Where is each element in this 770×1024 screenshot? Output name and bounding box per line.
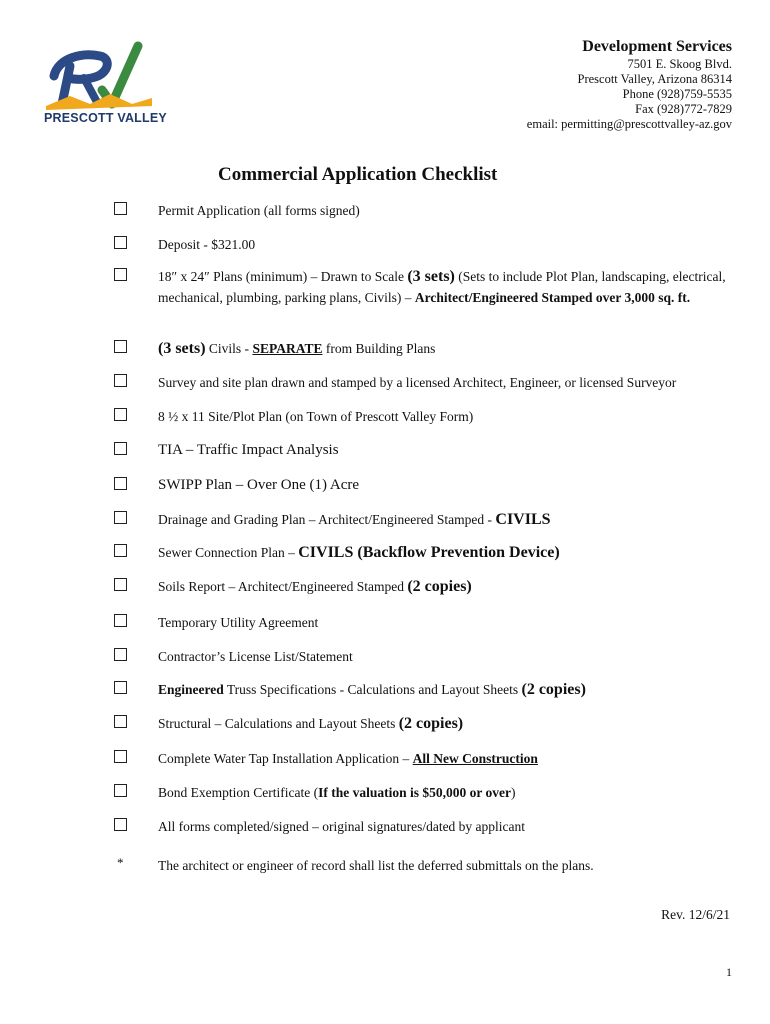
page-number: 1 [726, 965, 732, 979]
revision-date: Rev. 12/6/21 [661, 907, 730, 922]
email-line: email: permitting@prescottvalley-az.gov [526, 117, 732, 131]
fax-line: Fax (928)772-7829 [635, 102, 732, 116]
checkbox[interactable] [114, 374, 127, 387]
header-block [527, 37, 732, 132]
checkbox[interactable] [114, 477, 127, 490]
checkbox[interactable] [114, 408, 127, 421]
checkbox[interactable] [114, 544, 127, 557]
checkbox[interactable] [114, 202, 127, 215]
checkbox[interactable] [114, 715, 127, 728]
city-line: Prescott Valley, Arizona 86314 [577, 72, 732, 86]
checkbox[interactable] [114, 681, 127, 694]
asterisk-icon: * [117, 855, 124, 870]
logo-text: PRESCOTT VALLEY [44, 111, 167, 125]
checkbox[interactable] [114, 236, 127, 249]
checkbox[interactable] [114, 818, 127, 831]
checkbox[interactable] [114, 614, 127, 627]
department-name: Development Services [582, 38, 732, 55]
checkbox[interactable] [114, 340, 127, 353]
checkbox[interactable] [114, 784, 127, 797]
page-title: Commercial Application Checklist [218, 164, 498, 185]
phone-line: Phone (928)759-5535 [622, 87, 732, 101]
checkbox[interactable] [114, 268, 127, 281]
checkbox[interactable] [114, 578, 127, 591]
checkbox[interactable] [114, 648, 127, 661]
checkbox[interactable] [114, 442, 127, 455]
address-line: 7501 E. Skoog Blvd. [627, 57, 732, 71]
checkbox[interactable] [114, 511, 127, 524]
checkbox[interactable] [114, 750, 127, 763]
